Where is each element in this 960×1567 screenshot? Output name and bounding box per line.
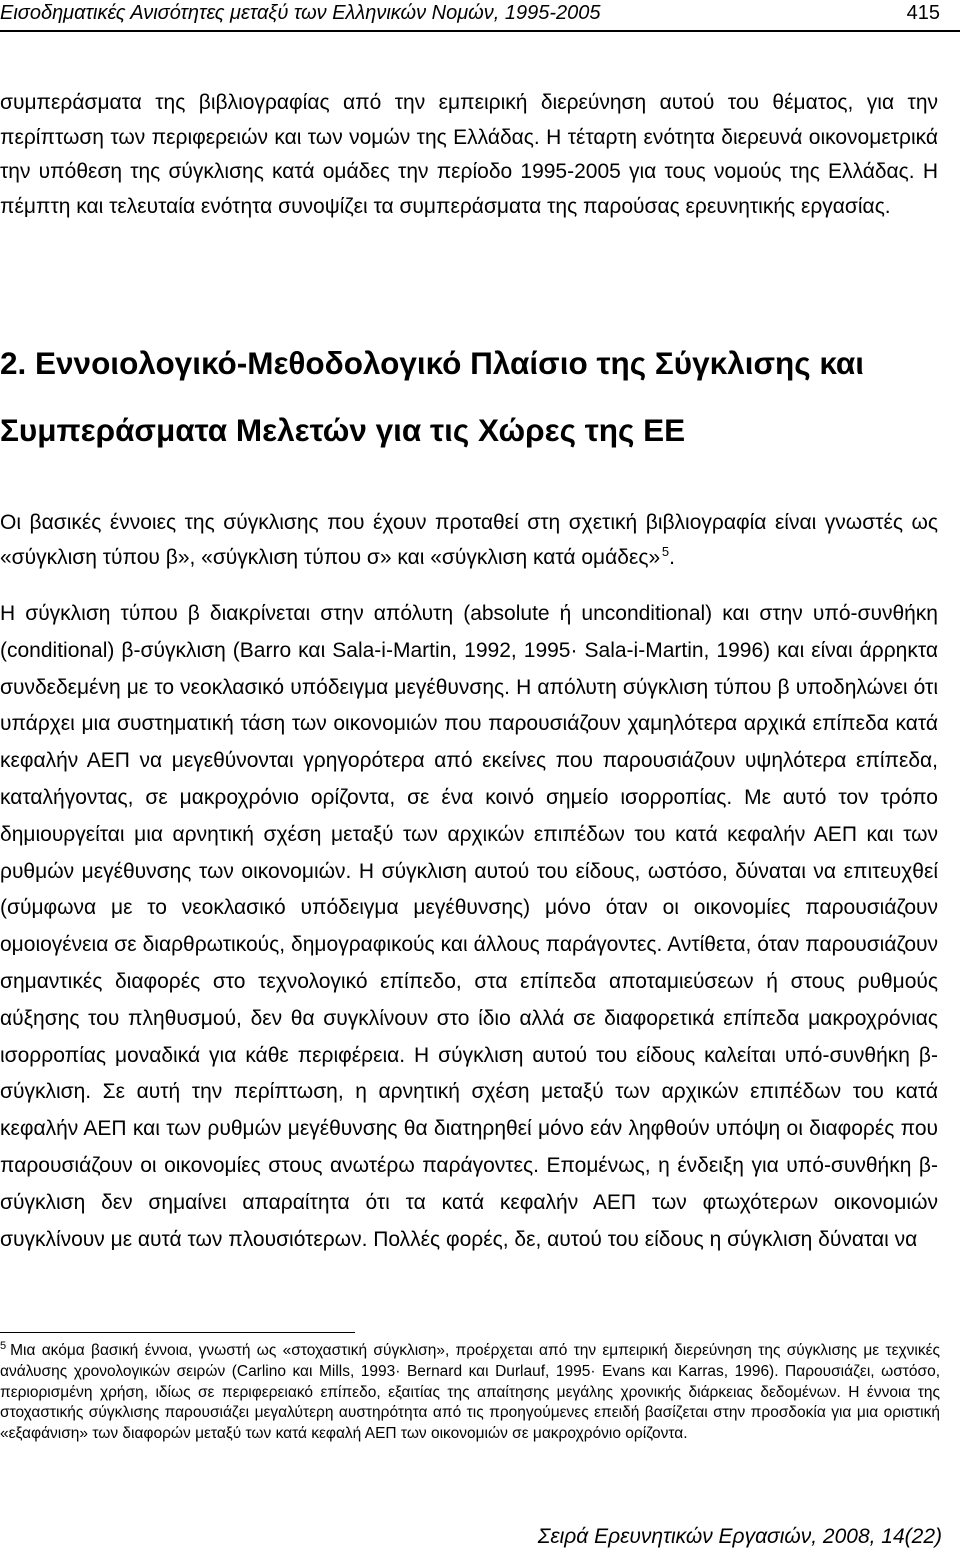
concepts-paragraph: [0, 505, 938, 575]
page-number: 415: [906, 2, 940, 24]
footnote-number: 5: [0, 1339, 7, 1352]
intro-paragraph: συμπεράσματα της βιβλιογραφίας από την εμπειρική διερεύνηση αυτού του θέματος, για την περίπτωση των περιφερειών και των νομών της Ελλάδας. Η τέταρτη ενότητα διερευνά οικονομετρικά την υπόθεση της σύγκλισης κατά ομάδες την περίοδο 1995-2005 για τους νομούς της Ελλάδας. Η πέμπτη και τελευταία ενότητα συνοψίζει τα συμπεράσματα της παρούσας ερευνητικής εργασίας.: [0, 91, 938, 218]
running-header: [0, 0, 940, 30]
footnote: [0, 1341, 940, 1445]
concepts-paragraph-end: .: [669, 546, 675, 569]
section-heading: 2. Εννοιολογικό-Μεθοδολογικό Πλαίσιο της Σύγκλισης και Συμπεράσματα Μελετών για τις Χώρες της ΕΕ: [0, 345, 865, 448]
footnote-separator: [0, 1332, 355, 1333]
beta-convergence-paragraph: Η σύγκλιση τύπου β διακρίνεται στην απόλυτη (absolute ή unconditional) και στην υπό-συνθήκη (conditional) β-σύγκλιση (Barro και Sala-i-Martin, 1992, 1995· Sala-i-Martin, 1996) και είναι άρρηκτα συνδεδεμένη με το νεοκλασικό υπόδειγμα μεγέθυνσης. Η απόλυτη σύγκλιση τύπου β υποδηλώνει ότι υπάρχει μια συστηματική τάση των οικονομιών που παρουσιάζουν χαμηλότερα αρχικά επίπεδα κατά κεφαλήν ΑΕΠ να μεγεθύνονται γρηγορότερα από εκείνες που παρουσιάζουν υψηλότερα επίπεδα, καταλήγοντας, σε μακροχρόνιο ορίζοντα, σε ένα κοινό σημείο ισορροπίας. Με αυτό τον τρόπο δημιουργείται μια αρνητική σχέση μεταξύ των αρχικών επιπέδων του κατά κεφαλήν ΑΕΠ και των ρυθμών μεγέθυνσης των οικονομιών. Η σύγκλιση αυτού του είδους, ωστόσο, δύναται να επιτευχθεί (σύμφωνα με το νεοκλασικό υπόδειγμα μεγέθυνσης) μόνο όταν οι οικονομίες παρουσιάζουν ομοιογένεια σε διαρθρωτικούς, δημογραφικούς και άλλους παράγοντες. Αντίθετα, όταν παρουσιάζουν σημαντικές διαφορές στο τεχνολογικό επίπεδο, στα επίπεδα αποταμιεύσεων ή στους ρυθμούς αύξησης του πληθυσμού, δεν θα συγκλίνουν στο ίδιο αλλά σε διαφορετικά επίπεδα μακροχρόνιας ισορροπίας μοναδικά για κάθε περιφέρεια. Η σύγκλιση αυτού του είδους καλείται υπό-συνθήκη β-σύγκλιση. Σε αυτή την περίπτωση, η αρνητική σχέση μεταξύ των αρχικών επιπέδων του κατά κεφαλήν ΑΕΠ και των ρυθμών μεγέθυνσης θα διατηρηθεί μόνο εάν ληφθούν υπόψη οι διαφορές που παρουσιάζουν οι οικονομίες στους ανωτέρω παράγοντες. Επομένως, η ένδειξη για υπό-συνθήκη β-σύγκλιση δεν σημαίνει απαραίτητα ότι τα κατά κεφαλήν ΑΕΠ των φτωχότερων οικονομιών συγκλίνουν με αυτά των πλουσιότερων. Πολλές φορές, δε, αυτού του είδους η σύγκλιση δύναται να: [0, 602, 938, 1251]
concepts-paragraph-text: Οι βασικές έννοιες της σύγκλισης που έχουν προταθεί στη σχετική βιβλιογραφία είναι γνωστές ως «σύγκλιση τύπου β», «σύγκλιση τύπου σ» και «σύγκλιση κατά ομάδες»: [0, 511, 938, 569]
footnote-text: Μια ακόμα βασική έννοια, γνωστή ως «στοχαστική σύγκλιση», προέρχεται από την εμπειρική διερεύνηση της σύγκλισης με τεχνικές ανάλυσης χρονολογικών σειρών (Carlino και Mills, 1993· Bernard και Durlauf, 1995· Evans και Karras, 1996). Παρουσιάζει, ωστόσο, περιορισμένη χρήση, ιδίως σε περιφερειακό επίπεδο, εξαιτίας της απαίτησης μεγάλης χρονικής διάρκειας δεδομένων. Η έννοια της στοχαστικής σύγκλισης παρουσιάζει μεγαλύτερη αυστηρότητα από τις προηγούμενες επειδή βασίζεται στην προσδοκία για μια οριστική «εξαφάνιση» των διαφορών μεταξύ των κατά κεφαλή ΑΕΠ των οικονομιών σε μακροχρόνιο ορίζοντα.: [0, 1342, 940, 1443]
header-rule: [0, 30, 960, 32]
series-footer: Σειρά Ερευνητικών Εργασιών, 2008, 14(22): [537, 1525, 942, 1548]
running-title: Εισοδηματικές Ανισότητες μεταξύ των Ελληνικών Νομών, 1995-2005: [0, 2, 601, 24]
footnote-reference[interactable]: 5: [661, 544, 670, 559]
